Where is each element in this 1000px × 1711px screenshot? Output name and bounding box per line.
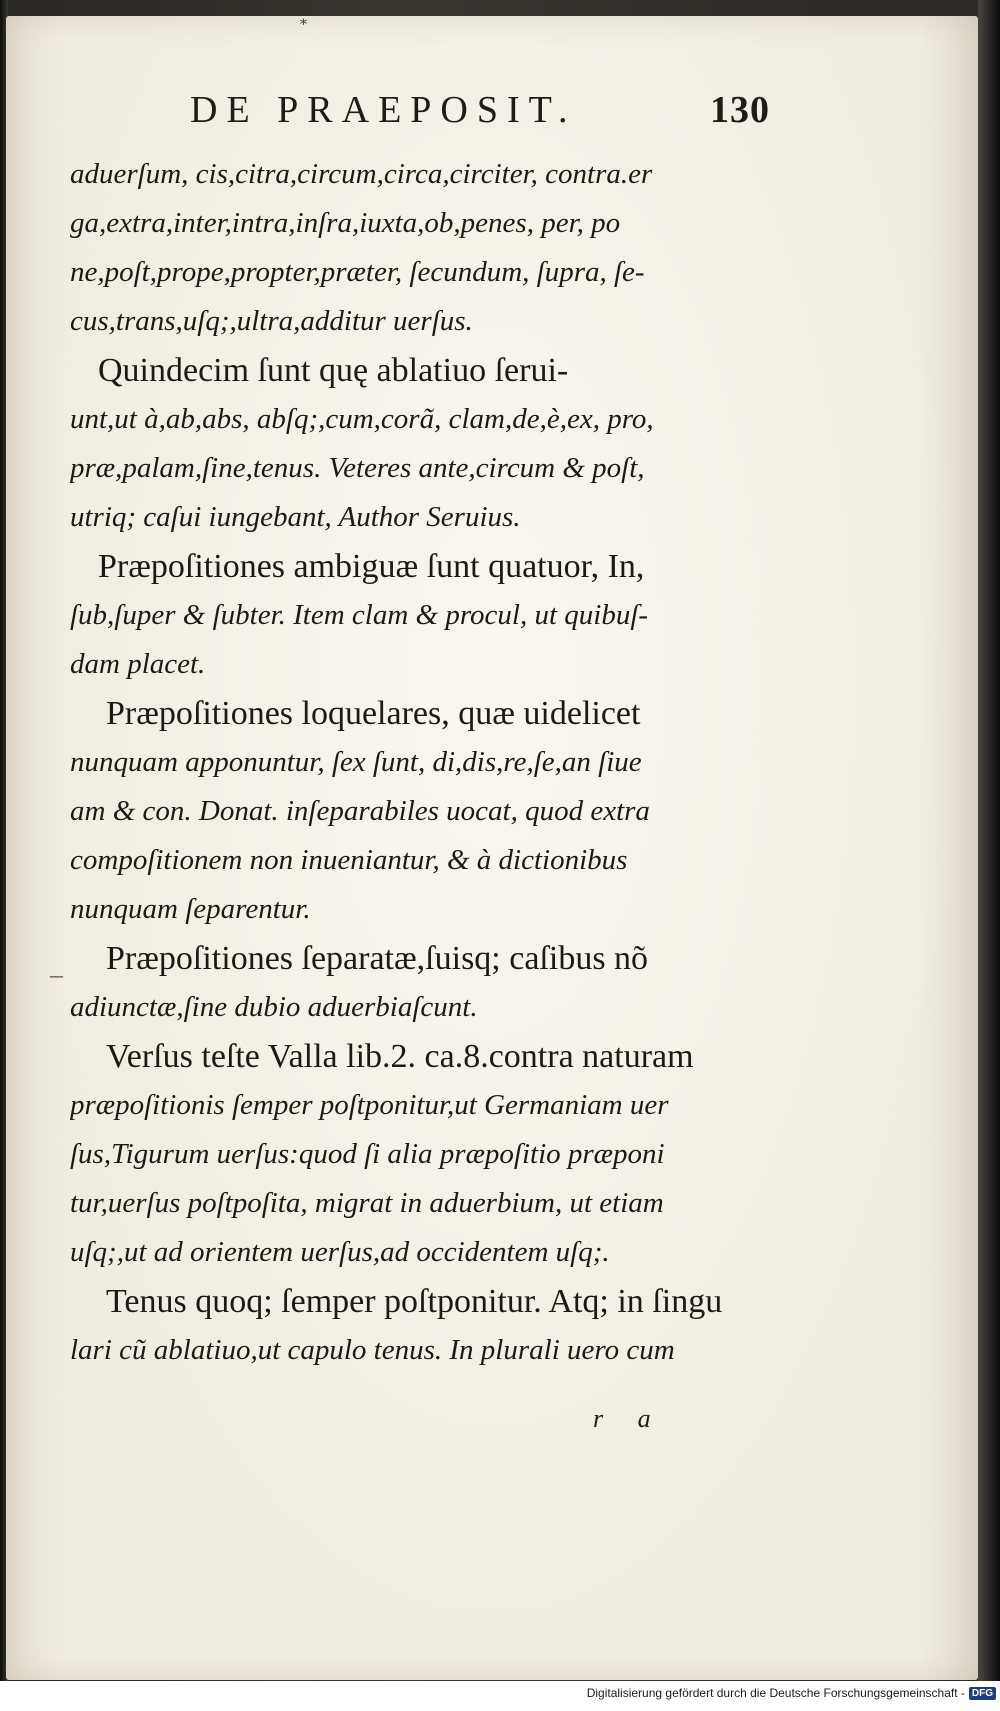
text-line: aduerſum, cis,citra,circum,circa,circiter, contra.er xyxy=(70,158,653,190)
text-line: ne,poſt,prope,propter,præter, ſecundum, ſupra, ſe- xyxy=(70,256,645,288)
text-line: unt,ut à,ab,abs, abſq;,cum,corã, clam,de,è,ex, pro, xyxy=(70,403,654,435)
page-number: 130 xyxy=(710,89,770,131)
paragraph-lead-line: Quindecim ſunt quę ablatiuo ſerui- xyxy=(98,352,569,389)
dfg-logo-icon: DFG xyxy=(969,1687,996,1700)
page-edge-shadow xyxy=(978,0,1000,1711)
credit-text: Digitalisierung gefördert durch die Deutsche Forschungsgemeinschaft - xyxy=(586,1686,965,1700)
running-head: DE PRAEPOSIT. xyxy=(190,89,577,131)
printers-mark: * xyxy=(300,17,307,33)
paragraph-lead-line: Præpoſitiones loquelares, quæ uidelicet xyxy=(106,695,641,732)
paragraph-lead-line: Tenus quoq; ſemper poſtponitur. Atq; in ſingu xyxy=(106,1283,723,1320)
body-text xyxy=(70,150,770,1375)
text-line: præpoſitionis ſemper poſtponitur,ut Germaniam uer xyxy=(70,1089,669,1121)
page-header xyxy=(190,88,770,138)
margin-mark: – xyxy=(50,960,63,989)
paragraph-lead-line: Præpoſitiones ambiguæ ſunt quatuor, In, xyxy=(98,548,645,585)
text-line: præ,palam,ſine,tenus. Veteres ante,circum & poſt, xyxy=(70,452,645,484)
text-line: ga,extra,inter,intra,inſra,iuxta,ob,penes, per, po xyxy=(70,207,621,239)
paragraph-lead-line: Præpoſitiones ſeparatæ,ſuisq; caſibus nõ xyxy=(106,940,649,977)
text-line: ſub,ſuper & ſubter. Item clam & procul, ut quibuſ- xyxy=(70,599,649,631)
text-line: nunquam apponuntur, ſex ſunt, di,dis,re,ſe,an ſiue xyxy=(70,746,642,778)
text-line: adiunctæ,ſine dubio aduerbiaſcunt. xyxy=(70,991,478,1023)
text-line: uſq;,ut ad orientem uerſus,ad occidentem uſq;. xyxy=(70,1236,610,1268)
text-line: utriq; caſui iungebant, Author Seruius. xyxy=(70,501,521,533)
digitization-credit xyxy=(587,1686,996,1700)
text-line: ſus,Tigurum uerſus:quod ſi alia præpoſitio præponi xyxy=(70,1138,665,1170)
text-line: am & con. Donat. inſeparabiles uocat, quod extra xyxy=(70,795,650,827)
text-line: dam placet. xyxy=(70,648,206,680)
text-line: nunquam ſeparentur. xyxy=(70,893,311,925)
paragraph-lead-line: Verſus teſte Valla lib.2. ca.8.contra naturam xyxy=(106,1038,694,1075)
text-line: tur,uerſus poſtpoſita, migrat in aduerbium, ut etiam xyxy=(70,1187,664,1219)
text-line: cus,trans,uſq;,ultra,additur uerſus. xyxy=(70,305,473,337)
catchword: r a xyxy=(593,1404,665,1433)
text-line: lari cũ ablatiuo,ut capulo tenus. In plurali uero cum xyxy=(70,1334,675,1366)
text-line: compoſitionem non inueniantur, & à dictionibus xyxy=(70,844,628,876)
